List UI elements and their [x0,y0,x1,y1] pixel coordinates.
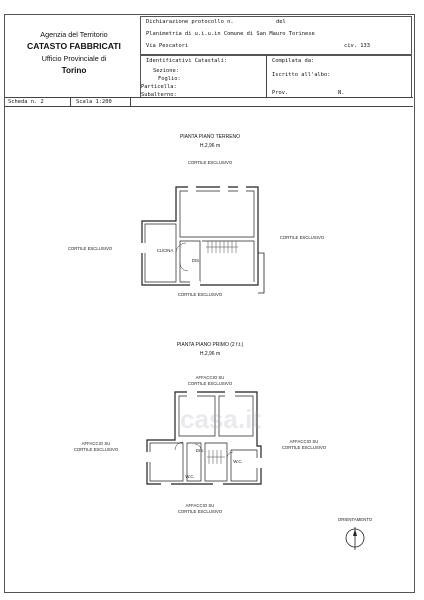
first-affaccio-right-1: AFFACCIO SU [289,439,319,444]
subalterno-label: Subalterno: [141,92,177,98]
ground-cortile-bottom: CORTILE ESCLUSIVO [177,292,223,297]
header-vertical-divider [266,55,267,98]
compass-icon [340,526,370,552]
scheda-label: Scheda n. 2 [8,99,44,105]
first-dis-label: DIS. [195,448,205,453]
city-name: Torino [61,66,87,75]
civ-text: civ. 133 [344,43,370,49]
first-wc2-label: W.C. [233,459,243,464]
scheda-row-line [4,97,413,98]
particella-label: Particella: [141,84,177,90]
agency-name: Agenzia del Territorio [40,30,108,39]
ufficio-label: Ufficio Provinciale di [41,54,107,63]
foglio-label: Foglio: [158,76,181,82]
first-floor-title: PIANTA PIANO PRIMO (2 f.t.) [176,342,244,348]
agency-block [4,30,144,90]
first-affaccio-bottom-1: AFFACCIO SU [185,503,215,508]
scheda-row-line-2 [4,106,413,107]
iscritto-label: Iscritto all'albo: [272,72,331,78]
scheda-divider [70,97,71,106]
ground-cortile-left: CORTILE ESCLUSIVO [67,246,113,251]
first-affaccio-bottom-2: CORTILE ESCLUSIVO [177,509,223,514]
first-floor-height: H.2,96 m [199,351,221,357]
first-affaccio-top-1: AFFACCIO SU [195,375,225,380]
first-affaccio-left-1: AFFACCIO SU [81,441,111,446]
casa-watermark: casa.it [180,404,261,434]
ground-floor-height: H.2,96 m [199,143,221,149]
first-affaccio-left-2: CORTILE ESCLUSIVO [73,447,119,452]
ground-floor-title: PIANTA PIANO TERRENO [179,134,241,140]
first-wc1-label: W.C. [185,474,195,479]
address-text: Via Pescatori [146,43,189,49]
planimetria-text: Planimetria di u.i.u.in Comune di San Mauro Torinese [146,31,315,37]
orientation-label: ORIENTAMENTO [337,517,373,522]
ground-cucina-label: CUCINA [156,248,174,253]
first-affaccio-top-2: CORTILE ESCLUSIVO [187,381,233,386]
ground-floor-plan [130,183,270,298]
catasto-title: CATASTO FABBRICATI [27,41,121,51]
sezione-label: Sezione: [153,68,179,74]
compilata-label: Compilata da: [272,58,315,64]
ground-cortile-right: CORTILE ESCLUSIVO [279,235,325,240]
n-label: N. [338,90,345,96]
scheda-divider-2 [130,97,131,106]
identificativi-label: Identificativi Catastali: [146,58,228,64]
first-affaccio-right-2: CORTILE ESCLUSIVO [281,445,327,450]
ground-dis-label: DIS. [191,258,201,263]
dichiarazione-label: Dichiarazione protocollo n. [146,19,234,25]
ground-cortile-top: CORTILE ESCLUSIVO [187,160,233,165]
prov-label: Prov. [272,90,289,96]
del-label: del [276,19,286,25]
scala-label: Scala 1:200 [76,99,112,105]
